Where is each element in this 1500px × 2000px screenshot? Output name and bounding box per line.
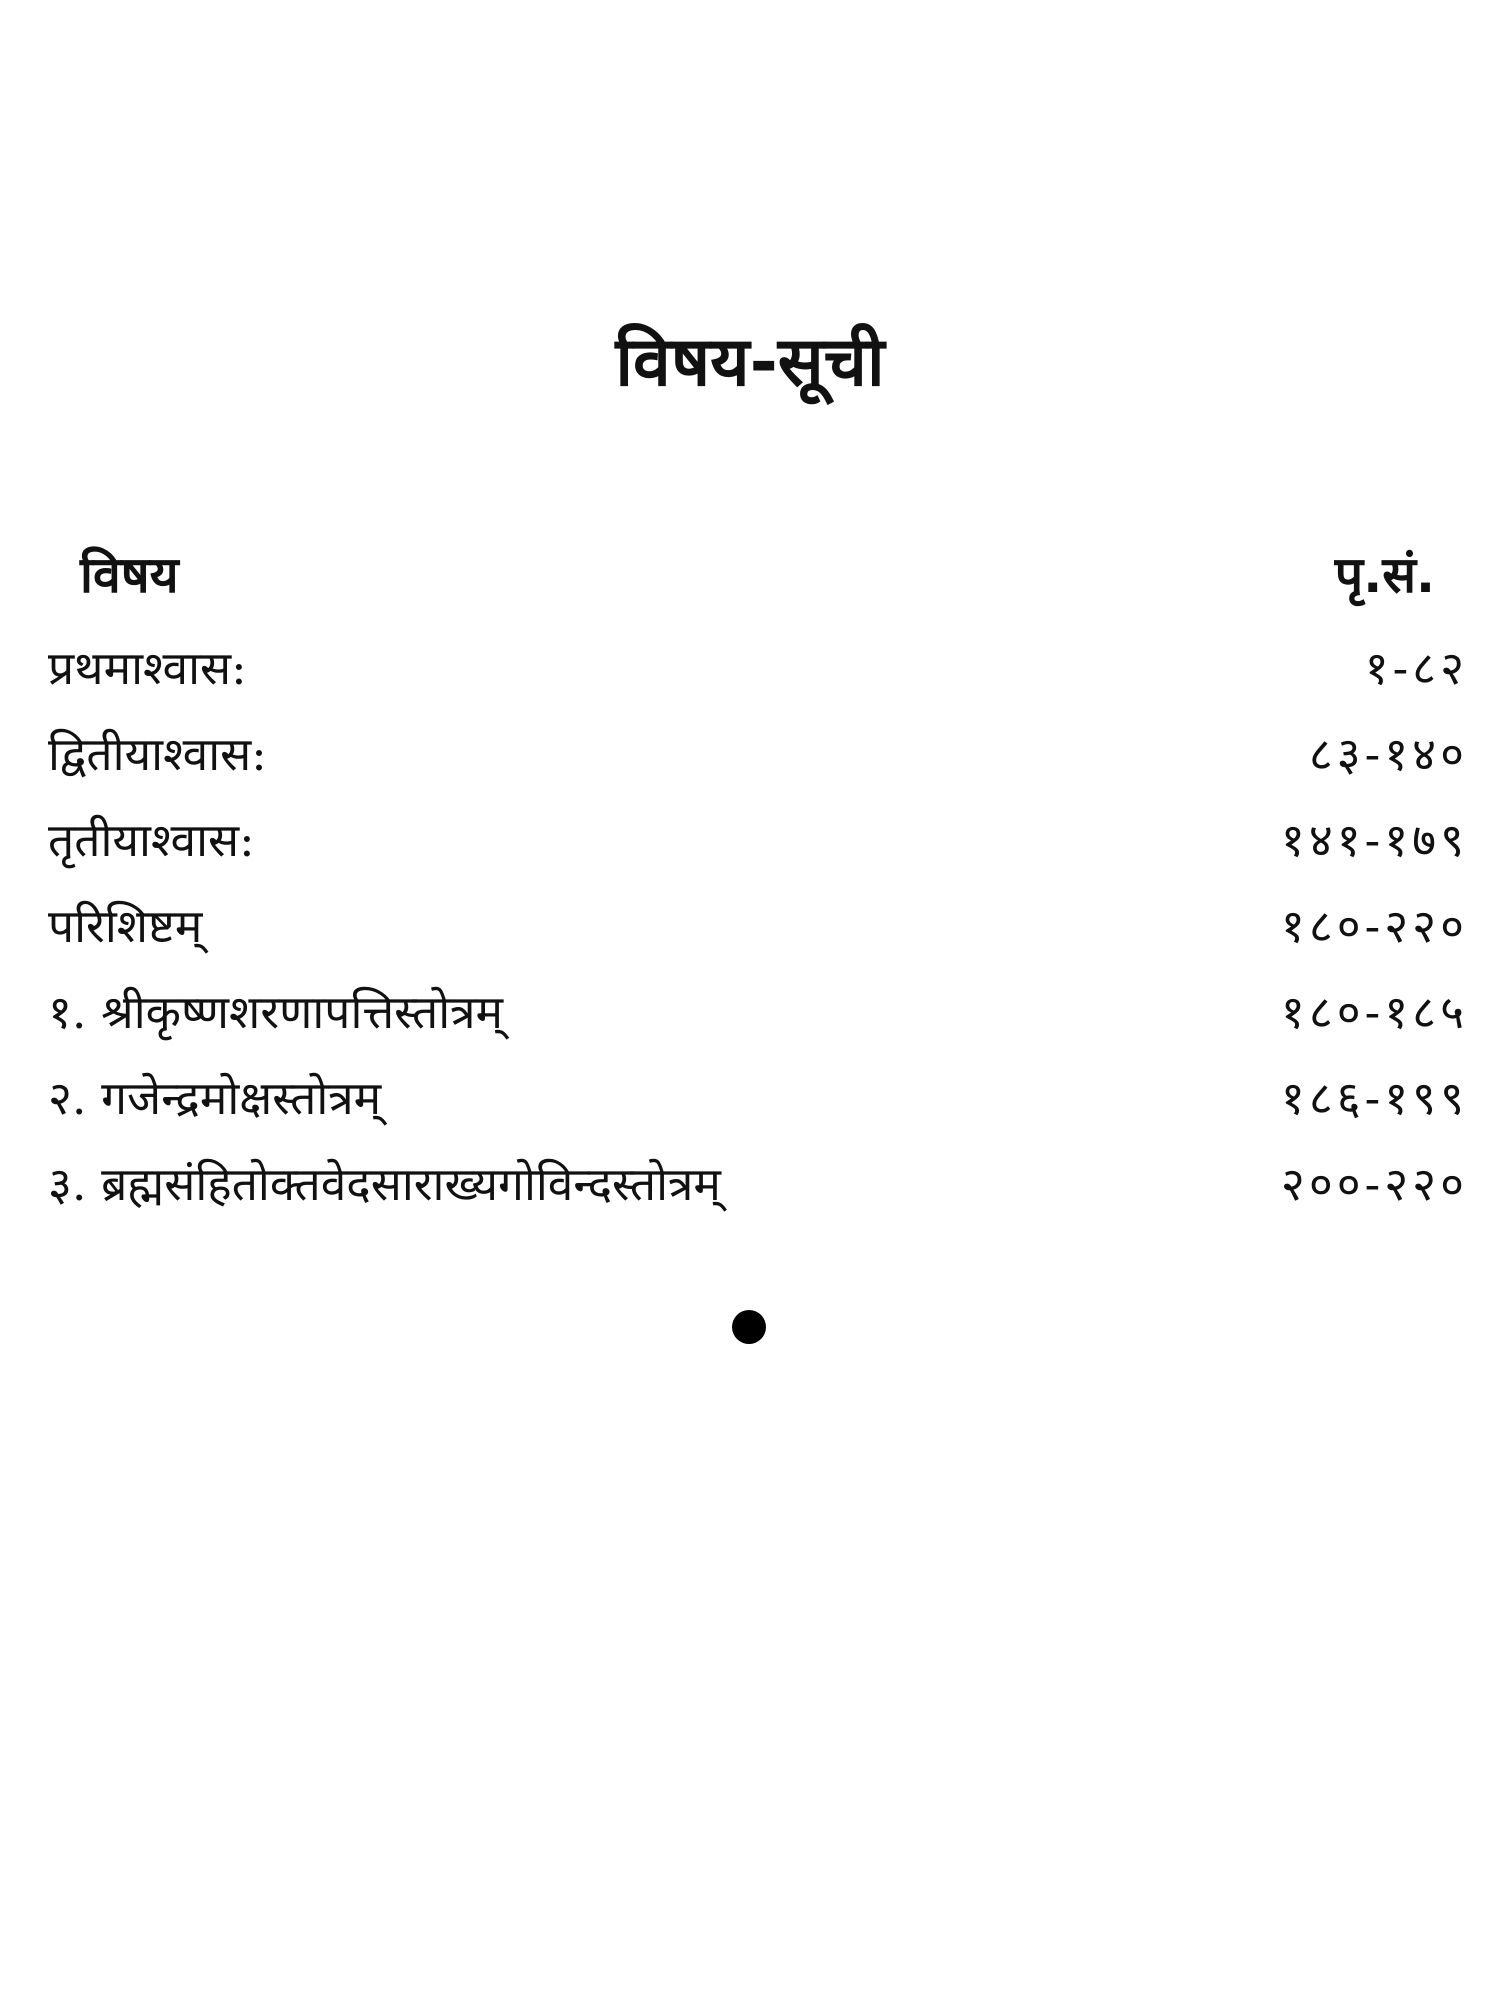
toc-header: [80, 535, 1435, 615]
toc-entry-pages: १८०-२२०: [1280, 899, 1468, 953]
toc-entry-pages: १८०-१८५: [1280, 985, 1468, 1039]
toc-entry-parishishtam: [48, 883, 1468, 969]
toc-entry-prathama: [48, 625, 1468, 711]
end-ornament-dot: [732, 1310, 766, 1344]
toc-entry-tritiya: [48, 797, 1468, 883]
toc-entry-label: ३. ब्रह्मसंहितोक्तवेदसाराख्यगोविन्दस्तोत्रम्: [48, 1157, 721, 1211]
table-of-contents: [48, 625, 1468, 1227]
toc-entry-pages: १४१-१७९: [1280, 813, 1468, 867]
toc-entry-pages: १८६-१९९: [1280, 1071, 1468, 1125]
toc-entry-label: २. गजेन्द्रमोक्षस्तोत्रम्: [48, 1071, 382, 1125]
page-title: विषय-सूची: [615, 323, 885, 402]
subject-column-heading: विषय: [80, 546, 179, 604]
toc-entry-appendix-1: [48, 969, 1468, 1055]
page-number-column-heading: पृ.सं.: [1334, 546, 1435, 604]
toc-entry-label: प्रथमाश्वास:: [48, 641, 247, 695]
toc-entry-pages: ८३-१४०: [1308, 727, 1468, 781]
toc-entry-label: द्वितीयाश्वास:: [48, 727, 267, 781]
toc-entry-appendix-3: [48, 1141, 1468, 1227]
toc-entry-pages: २००-२२०: [1280, 1157, 1468, 1211]
toc-entry-label: १. श्रीकृष्णशरणापत्तिस्तोत्रम्: [48, 985, 504, 1039]
toc-entry-appendix-2: [48, 1055, 1468, 1141]
toc-entry-pages: १-८२: [1364, 641, 1468, 695]
toc-entry-label: परिशिष्टम्: [48, 899, 203, 953]
toc-entry-label: तृतीयाश्वास:: [48, 813, 255, 867]
toc-entry-dvitiya: [48, 711, 1468, 797]
